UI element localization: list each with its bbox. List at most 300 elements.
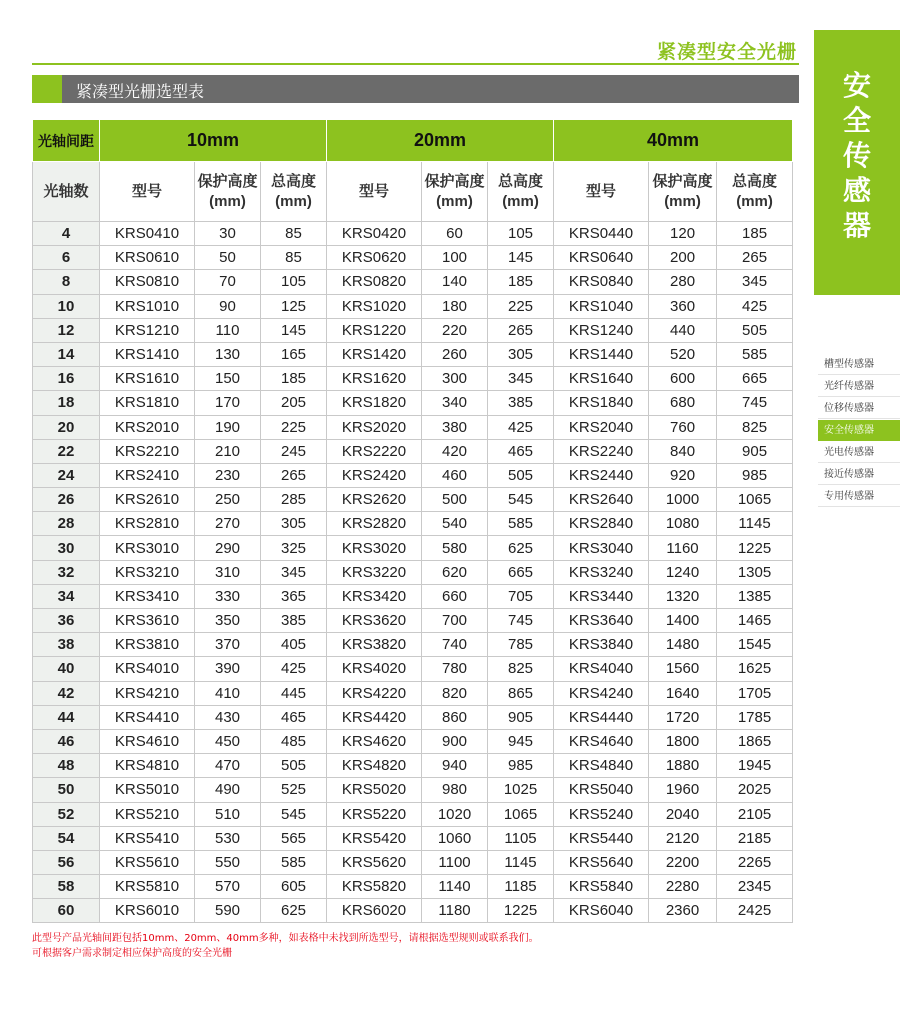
- beam-count-cell: 16: [33, 367, 100, 391]
- table-cell: 440: [649, 318, 717, 342]
- table-cell: 225: [488, 294, 554, 318]
- table-cell: 460: [422, 463, 488, 487]
- beam-count-cell: 32: [33, 560, 100, 584]
- table-cell: KRS1840: [554, 391, 649, 415]
- col-model: 型号: [100, 162, 195, 222]
- table-cell: 85: [261, 222, 327, 246]
- beam-count-cell: 22: [33, 439, 100, 463]
- table-cell: 1400: [649, 609, 717, 633]
- table-cell: KRS2410: [100, 463, 195, 487]
- table-cell: 220: [422, 318, 488, 342]
- table-cell: KRS5820: [327, 875, 422, 899]
- table-cell: 470: [195, 754, 261, 778]
- table-cell: 625: [488, 536, 554, 560]
- table-cell: 140: [422, 270, 488, 294]
- table-row: [33, 536, 793, 560]
- nav-item[interactable]: 光电传感器: [818, 442, 900, 463]
- table-cell: 985: [717, 463, 793, 487]
- table-cell: 280: [649, 270, 717, 294]
- table-cell: 180: [422, 294, 488, 318]
- table-cell: KRS2810: [100, 512, 195, 536]
- table-cell: KRS4010: [100, 657, 195, 681]
- table-cell: 705: [488, 584, 554, 608]
- table-cell: KRS2640: [554, 488, 649, 512]
- table-cell: 185: [261, 367, 327, 391]
- table-cell: KRS4210: [100, 681, 195, 705]
- table-cell: 380: [422, 415, 488, 439]
- table-cell: 1145: [717, 512, 793, 536]
- table-cell: 1640: [649, 681, 717, 705]
- beam-count-cell: 48: [33, 754, 100, 778]
- table-cell: KRS1440: [554, 342, 649, 366]
- beam-count-cell: 52: [33, 802, 100, 826]
- table-cell: 30: [195, 222, 261, 246]
- table-cell: 1785: [717, 705, 793, 729]
- table-cell: 505: [717, 318, 793, 342]
- table-cell: 1185: [488, 875, 554, 899]
- beam-count-cell: 18: [33, 391, 100, 415]
- table-cell: 60: [422, 222, 488, 246]
- table-cell: 745: [488, 609, 554, 633]
- table-cell: 1065: [488, 802, 554, 826]
- table-cell: KRS3010: [100, 536, 195, 560]
- table-cell: KRS5410: [100, 826, 195, 850]
- table-cell: KRS1620: [327, 367, 422, 391]
- table-cell: 300: [422, 367, 488, 391]
- table-cell: 1105: [488, 826, 554, 850]
- table-row: [33, 318, 793, 342]
- table-cell: 270: [195, 512, 261, 536]
- table-cell: 85: [261, 246, 327, 270]
- table-cell: 1480: [649, 633, 717, 657]
- table-row: [33, 415, 793, 439]
- table-cell: 305: [261, 512, 327, 536]
- table-cell: KRS1040: [554, 294, 649, 318]
- table-cell: 410: [195, 681, 261, 705]
- table-cell: 2345: [717, 875, 793, 899]
- table-cell: 425: [488, 415, 554, 439]
- table-row: [33, 463, 793, 487]
- table-cell: 125: [261, 294, 327, 318]
- table-cell: 1865: [717, 729, 793, 753]
- table-cell: KRS1420: [327, 342, 422, 366]
- table-cell: 545: [488, 488, 554, 512]
- table-cell: KRS1010: [100, 294, 195, 318]
- table-cell: KRS1640: [554, 367, 649, 391]
- table-cell: 940: [422, 754, 488, 778]
- table-cell: KRS2840: [554, 512, 649, 536]
- table-cell: 1880: [649, 754, 717, 778]
- table-cell: 350: [195, 609, 261, 633]
- table-cell: 980: [422, 778, 488, 802]
- table-row: [33, 294, 793, 318]
- table-cell: KRS0620: [327, 246, 422, 270]
- table-cell: 680: [649, 391, 717, 415]
- table-cell: KRS2620: [327, 488, 422, 512]
- table-row: [33, 657, 793, 681]
- table-cell: 1160: [649, 536, 717, 560]
- table-cell: 465: [261, 705, 327, 729]
- table-cell: 170: [195, 391, 261, 415]
- table-row: [33, 342, 793, 366]
- table-cell: KRS4040: [554, 657, 649, 681]
- beam-count-cell: 12: [33, 318, 100, 342]
- table-cell: 905: [717, 439, 793, 463]
- table-cell: 1545: [717, 633, 793, 657]
- table-cell: 260: [422, 342, 488, 366]
- table-cell: KRS3440: [554, 584, 649, 608]
- page-title: 紧凑型安全光栅: [656, 41, 797, 63]
- table-cell: 425: [261, 657, 327, 681]
- beam-count-cell: 4: [33, 222, 100, 246]
- table-row: [33, 802, 793, 826]
- title-underline: [32, 63, 799, 65]
- col-beam-count: 光轴数: [33, 162, 100, 222]
- table-cell: KRS4220: [327, 681, 422, 705]
- beam-count-cell: 40: [33, 657, 100, 681]
- beam-count-cell: 44: [33, 705, 100, 729]
- table-cell: 210: [195, 439, 261, 463]
- table-cell: KRS2440: [554, 463, 649, 487]
- table-cell: KRS5210: [100, 802, 195, 826]
- table-cell: 1705: [717, 681, 793, 705]
- table-cell: KRS5040: [554, 778, 649, 802]
- table-cell: 840: [649, 439, 717, 463]
- table-cell: 1145: [488, 850, 554, 874]
- table-cell: 2185: [717, 826, 793, 850]
- table-cell: 330: [195, 584, 261, 608]
- table-cell: 585: [717, 342, 793, 366]
- group-20mm: 20mm: [327, 120, 554, 162]
- table-cell: 1100: [422, 850, 488, 874]
- table-row: [33, 754, 793, 778]
- footnote-2: 可根据客户需求制定相应保护高度的安全光栅: [32, 948, 232, 959]
- table-cell: KRS4240: [554, 681, 649, 705]
- beam-count-cell: 58: [33, 875, 100, 899]
- table-cell: KRS2820: [327, 512, 422, 536]
- table-cell: 780: [422, 657, 488, 681]
- table-row: [33, 560, 793, 584]
- table-row: [33, 270, 793, 294]
- table-cell: 550: [195, 850, 261, 874]
- table-cell: 505: [488, 463, 554, 487]
- table-cell: 2200: [649, 850, 717, 874]
- table-cell: 100: [422, 246, 488, 270]
- table-cell: 1385: [717, 584, 793, 608]
- table-cell: 1080: [649, 512, 717, 536]
- table-cell: 700: [422, 609, 488, 633]
- table-cell: 345: [488, 367, 554, 391]
- table-cell: KRS5420: [327, 826, 422, 850]
- table-cell: 150: [195, 367, 261, 391]
- table-cell: 1225: [717, 536, 793, 560]
- table-cell: 570: [195, 875, 261, 899]
- table-row: [33, 367, 793, 391]
- table-cell: 740: [422, 633, 488, 657]
- table-cell: KRS4420: [327, 705, 422, 729]
- table-cell: KRS5620: [327, 850, 422, 874]
- footnotes: [32, 931, 539, 961]
- table-cell: 285: [261, 488, 327, 512]
- table-cell: KRS3220: [327, 560, 422, 584]
- table-cell: KRS2020: [327, 415, 422, 439]
- table-row: [33, 391, 793, 415]
- table-cell: 120: [649, 222, 717, 246]
- table-cell: KRS1240: [554, 318, 649, 342]
- table-cell: 145: [261, 318, 327, 342]
- table-cell: 590: [195, 899, 261, 923]
- table-cell: KRS1020: [327, 294, 422, 318]
- table-cell: 660: [422, 584, 488, 608]
- table-cell: KRS1810: [100, 391, 195, 415]
- table-cell: KRS3210: [100, 560, 195, 584]
- table-cell: 2265: [717, 850, 793, 874]
- table-cell: 250: [195, 488, 261, 512]
- table-cell: KRS0440: [554, 222, 649, 246]
- table-cell: 1560: [649, 657, 717, 681]
- table-cell: 225: [261, 415, 327, 439]
- footnote-1: 此型号产品光轴间距包括10mm、20mm、40mm多种，如表格中未找到所选型号，请根据选型规则或联系我们。: [32, 933, 539, 944]
- table-row: [33, 439, 793, 463]
- table-cell: KRS5840: [554, 875, 649, 899]
- nav-item[interactable]: 安全传感器: [818, 420, 900, 441]
- table-cell: KRS4410: [100, 705, 195, 729]
- table-cell: KRS1610: [100, 367, 195, 391]
- table-cell: 1000: [649, 488, 717, 512]
- section-title: 紧凑型光栅选型表: [76, 82, 205, 101]
- table-cell: KRS3840: [554, 633, 649, 657]
- beam-count-cell: 38: [33, 633, 100, 657]
- table-cell: 620: [422, 560, 488, 584]
- table-cell: 1320: [649, 584, 717, 608]
- beam-count-cell: 60: [33, 899, 100, 923]
- table-cell: 510: [195, 802, 261, 826]
- beam-count-cell: 54: [33, 826, 100, 850]
- table-cell: KRS3240: [554, 560, 649, 584]
- col-protection-height: 保护高度 (mm): [422, 162, 488, 222]
- table-cell: 625: [261, 899, 327, 923]
- col-model: 型号: [327, 162, 422, 222]
- table-cell: 825: [717, 415, 793, 439]
- table-cell: KRS2210: [100, 439, 195, 463]
- beam-count-cell: 14: [33, 342, 100, 366]
- table-cell: 1800: [649, 729, 717, 753]
- table-cell: 745: [717, 391, 793, 415]
- table-cell: 165: [261, 342, 327, 366]
- table-cell: KRS4810: [100, 754, 195, 778]
- table-cell: 2425: [717, 899, 793, 923]
- table-row: [33, 778, 793, 802]
- table-row: [33, 729, 793, 753]
- beam-count-cell: 8: [33, 270, 100, 294]
- table-cell: 920: [649, 463, 717, 487]
- table-cell: 2025: [717, 778, 793, 802]
- table-cell: KRS6040: [554, 899, 649, 923]
- col-protection-height: 保护高度 (mm): [195, 162, 261, 222]
- table-cell: KRS2240: [554, 439, 649, 463]
- table-cell: KRS3020: [327, 536, 422, 560]
- table-cell: 105: [488, 222, 554, 246]
- table-cell: KRS0810: [100, 270, 195, 294]
- table-cell: KRS2040: [554, 415, 649, 439]
- table-row: [33, 850, 793, 874]
- table-cell: 520: [649, 342, 717, 366]
- table-cell: KRS5240: [554, 802, 649, 826]
- beam-count-cell: 56: [33, 850, 100, 874]
- nav-item[interactable]: 接近传感器: [818, 464, 900, 485]
- table-cell: KRS3820: [327, 633, 422, 657]
- table-cell: 1060: [422, 826, 488, 850]
- table-header-columns: [33, 162, 793, 222]
- table-cell: 860: [422, 705, 488, 729]
- beam-count-cell: 42: [33, 681, 100, 705]
- table-cell: 1720: [649, 705, 717, 729]
- table-cell: KRS3620: [327, 609, 422, 633]
- beam-count-cell: 10: [33, 294, 100, 318]
- table-cell: 1305: [717, 560, 793, 584]
- col-total-height: 总高度 (mm): [261, 162, 327, 222]
- table-cell: 190: [195, 415, 261, 439]
- table-cell: 865: [488, 681, 554, 705]
- table-cell: KRS1820: [327, 391, 422, 415]
- col-total-height: 总高度 (mm): [488, 162, 554, 222]
- table-cell: KRS4840: [554, 754, 649, 778]
- table-row: [33, 705, 793, 729]
- table-header-groups: [33, 120, 793, 162]
- table-cell: 1945: [717, 754, 793, 778]
- beam-count-cell: 50: [33, 778, 100, 802]
- table-cell: 185: [717, 222, 793, 246]
- beam-count-cell: 24: [33, 463, 100, 487]
- table-cell: KRS5010: [100, 778, 195, 802]
- table-cell: 530: [195, 826, 261, 850]
- table-cell: 1180: [422, 899, 488, 923]
- table-row: [33, 584, 793, 608]
- table-cell: 450: [195, 729, 261, 753]
- table-cell: KRS5640: [554, 850, 649, 874]
- spacing-label: 光轴间距: [33, 120, 100, 162]
- table-row: [33, 899, 793, 923]
- table-cell: KRS1210: [100, 318, 195, 342]
- nav-item[interactable]: 槽型传感器: [818, 354, 900, 375]
- table-cell: 985: [488, 754, 554, 778]
- table-cell: KRS4640: [554, 729, 649, 753]
- table-cell: 1240: [649, 560, 717, 584]
- table-cell: 265: [717, 246, 793, 270]
- table-cell: KRS0420: [327, 222, 422, 246]
- table-cell: 245: [261, 439, 327, 463]
- table-cell: 545: [261, 802, 327, 826]
- section-accent: [32, 75, 62, 103]
- table-cell: 905: [488, 705, 554, 729]
- table-cell: 130: [195, 342, 261, 366]
- category-title: 安 全 传 感 器: [842, 69, 871, 242]
- table-cell: KRS0410: [100, 222, 195, 246]
- table-cell: KRS3410: [100, 584, 195, 608]
- table-cell: 420: [422, 439, 488, 463]
- table-cell: 405: [261, 633, 327, 657]
- col-protection-height: 保护高度 (mm): [649, 162, 717, 222]
- table-cell: 265: [488, 318, 554, 342]
- table-cell: 1625: [717, 657, 793, 681]
- table-cell: 1020: [422, 802, 488, 826]
- table-row: [33, 609, 793, 633]
- table-cell: 785: [488, 633, 554, 657]
- table-cell: 1140: [422, 875, 488, 899]
- table-cell: 365: [261, 584, 327, 608]
- beam-count-cell: 34: [33, 584, 100, 608]
- table-cell: 760: [649, 415, 717, 439]
- table-cell: 540: [422, 512, 488, 536]
- beam-count-cell: 36: [33, 609, 100, 633]
- table-cell: 310: [195, 560, 261, 584]
- table-cell: 485: [261, 729, 327, 753]
- table-cell: 200: [649, 246, 717, 270]
- table-cell: KRS6020: [327, 899, 422, 923]
- table-cell: KRS2610: [100, 488, 195, 512]
- beam-count-cell: 26: [33, 488, 100, 512]
- beam-count-cell: 6: [33, 246, 100, 270]
- table-cell: 385: [261, 609, 327, 633]
- table-cell: KRS1220: [327, 318, 422, 342]
- col-total-height: 总高度 (mm): [717, 162, 793, 222]
- selection-table: [32, 119, 793, 923]
- table-cell: KRS3810: [100, 633, 195, 657]
- table-cell: 290: [195, 536, 261, 560]
- nav-item[interactable]: 光纤传感器: [818, 376, 900, 397]
- nav-item[interactable]: 专用传感器: [818, 486, 900, 507]
- table-cell: 205: [261, 391, 327, 415]
- table-cell: 390: [195, 657, 261, 681]
- table-cell: 665: [717, 367, 793, 391]
- table-row: [33, 222, 793, 246]
- table-cell: KRS5810: [100, 875, 195, 899]
- table-row: [33, 246, 793, 270]
- table-cell: KRS2220: [327, 439, 422, 463]
- section-header-bar: [32, 75, 799, 103]
- table-cell: 360: [649, 294, 717, 318]
- category-nav: [818, 354, 900, 508]
- table-row: [33, 826, 793, 850]
- table-row: [33, 633, 793, 657]
- group-40mm: 40mm: [554, 120, 793, 162]
- table-cell: KRS4620: [327, 729, 422, 753]
- table-cell: 70: [195, 270, 261, 294]
- table-cell: 500: [422, 488, 488, 512]
- table-cell: 505: [261, 754, 327, 778]
- table-cell: KRS2420: [327, 463, 422, 487]
- table-cell: KRS3610: [100, 609, 195, 633]
- table-cell: KRS0610: [100, 246, 195, 270]
- table-cell: 525: [261, 778, 327, 802]
- table-cell: KRS0640: [554, 246, 649, 270]
- table-cell: 1225: [488, 899, 554, 923]
- table-cell: KRS4440: [554, 705, 649, 729]
- table-cell: 1465: [717, 609, 793, 633]
- table-cell: KRS4820: [327, 754, 422, 778]
- table-cell: KRS4020: [327, 657, 422, 681]
- nav-item[interactable]: 位移传感器: [818, 398, 900, 419]
- col-model: 型号: [554, 162, 649, 222]
- table-cell: 580: [422, 536, 488, 560]
- table-cell: 1025: [488, 778, 554, 802]
- table-cell: KRS1410: [100, 342, 195, 366]
- table-cell: 1065: [717, 488, 793, 512]
- table-row: [33, 488, 793, 512]
- table-cell: KRS3040: [554, 536, 649, 560]
- table-cell: 585: [261, 850, 327, 874]
- table-cell: KRS2010: [100, 415, 195, 439]
